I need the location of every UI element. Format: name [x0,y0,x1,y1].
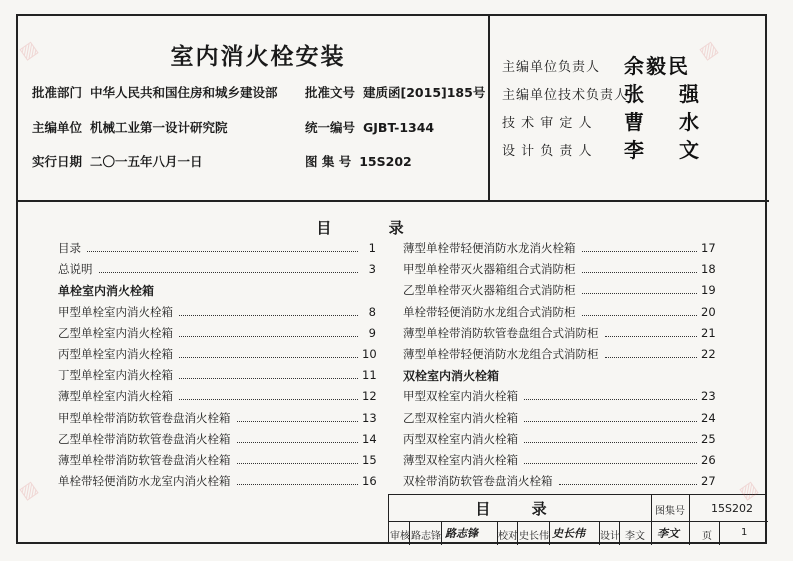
reviewer-name: 路志锋 [411,531,441,542]
toc-entry-name: 乙型单栓带消防软管卷盘消火栓箱 [58,431,231,446]
checker-name: 史长伟 [519,531,549,542]
toc-entry-name: 单栓带轻便消防水龙室内消火栓箱 [58,474,231,489]
toc-entry-name: 乙型单栓带灭火器箱组合式消防柜 [403,283,576,298]
toc-section-heading: 单栓室内消火栓箱 [58,284,155,299]
toc-entry-name: 薄型单栓室内消火栓箱 [58,389,173,404]
toc-entry-name: 甲型双栓室内消火栓箱 [403,389,518,404]
impl-date-row [32,152,203,170]
toc-entry[interactable] [58,325,376,341]
approval-no: 建质函[2015]185号 [363,85,486,100]
toc-entry-name: 薄型单栓带消防软管卷盘消火栓箱 [58,453,231,467]
toc-entry[interactable] [58,388,376,404]
toc-leader-dots [524,421,697,422]
toc-leader-dots [524,442,697,443]
approval-no-row [305,83,485,101]
signature: 余毅民 [624,54,690,78]
toc-entry[interactable] [403,431,715,447]
title-block-rule [651,495,652,545]
toc-entry-page: 8 [368,304,376,319]
watermark: ▨ [15,477,42,504]
toc-entry[interactable] [58,346,376,362]
toc-entry-name: 乙型双栓室内消火栓箱 [403,410,518,425]
atlas-title: 室内消火栓安装 [170,44,346,70]
toc-entry-page: 21 [701,325,716,340]
approval-dept-row [32,83,278,101]
watermark: ▨ [735,477,762,504]
toc-entry-name: 甲型单栓带消防软管卷盘消火栓箱 [58,410,231,425]
signature: 曹 水 [624,110,713,134]
toc-entry-page: 25 [701,431,716,446]
toc-entry[interactable] [58,410,376,426]
toc-leader-dots [237,442,359,443]
title-block-title: 目 录 [475,500,565,518]
toc-entry-page: 9 [368,325,376,340]
toc-entry[interactable] [58,367,376,383]
review-label: 审核 [390,531,410,542]
toc-entry[interactable] [403,282,715,298]
reviewer-signature: 路志锋 [445,527,478,540]
toc-leader-dots [87,251,358,252]
page-number: 1 [741,527,748,538]
toc-entry-page: 19 [701,283,716,298]
unified-no-row [305,118,434,136]
toc-entry[interactable] [58,240,376,256]
toc-entry[interactable] [403,240,715,256]
title-block-rule [441,521,442,545]
toc-entry-name: 甲型单栓室内消火栓箱 [58,304,173,319]
toc-entry-name: 薄型单栓带消防软管卷盘组合式消防柜 [403,325,599,340]
toc-entry[interactable] [403,388,715,404]
atlas-no-label: 图集号 [655,506,685,517]
responsible-row: 主编单位技术负责人 [502,88,629,103]
toc-entry-name: 双栓带消防软管卷盘消火栓箱 [403,474,553,489]
toc-leader-dots [99,272,359,273]
approval-no-label: 批准文号 [305,85,356,100]
toc-leader-dots [524,399,697,400]
editor-unit: 机械工业第一设计研究院 [90,120,228,135]
signature: 李 文 [624,138,713,162]
toc-entry-name: 丁型单栓室内消火栓箱 [58,368,173,383]
toc-leader-dots [605,357,698,358]
toc-entry-name: 薄型单栓带轻便消防水龙消火栓箱 [403,241,576,255]
toc-leader-dots [179,357,358,358]
unified-no-label: 统一编号 [305,120,356,135]
toc-entry-page: 22 [701,347,716,361]
toc-entry[interactable] [58,431,376,447]
toc-leader-dots [524,463,697,464]
toc-leader-dots [179,378,358,379]
toc-entry[interactable] [58,473,376,489]
toc-entry[interactable] [58,261,376,277]
toc-entry-page: 24 [701,410,716,425]
signature: 张 强 [624,82,713,106]
design-label: 设计 [600,531,620,542]
toc-leader-dots [605,336,698,337]
toc-entry-name: 丙型双栓室内消火栓箱 [403,431,518,446]
toc-leader-dots [582,293,698,294]
toc-entry-page: 3 [368,262,376,277]
toc-entry-page: 16 [362,474,377,489]
toc-entry-name: 目录 [58,241,81,255]
toc-leader-dots [582,315,698,316]
header-block [15,16,769,202]
page-label: 页 [702,531,712,542]
toc-entry-page: 23 [701,389,716,404]
toc-entry-name: 丙型单栓室内消火栓箱 [58,347,173,361]
toc-entry[interactable] [58,304,376,320]
impl-date-label: 实行日期 [32,154,83,169]
atlas-no-row [305,152,412,170]
toc-leader-dots [582,272,698,273]
toc-entry-name: 乙型单栓室内消火栓箱 [58,325,173,340]
toc-title: 目 录 [316,219,430,237]
editor-unit-row [32,118,228,136]
editor-unit-label: 主编单位 [32,120,83,135]
designer-name: 李文 [625,531,645,542]
toc-entry-page: 18 [701,262,716,277]
approval-dept: 中华人民共和国住房和城乡建设部 [90,85,278,100]
toc-entry-page: 15 [362,453,377,467]
toc-entry-name: 甲型单栓带灭火器箱组合式消防柜 [403,262,576,277]
approval-dept-label: 批准部门 [32,85,83,100]
toc-section-heading: 双栓室内消火栓箱 [403,369,500,384]
unified-no: GJBT-1344 [363,120,435,135]
toc-entry-page: 14 [362,431,377,446]
title-block-rule [719,521,720,545]
toc-entry[interactable] [403,452,715,468]
toc-entry-page: 12 [362,389,377,404]
title-block-rule [549,521,550,545]
toc-entry-page: 1 [368,241,376,255]
toc-entry-name: 总说明 [58,262,93,277]
toc-entry-page: 26 [701,453,716,467]
toc-entry-page: 13 [362,410,377,425]
toc-entry-name: 单栓带轻便消防水龙组合式消防柜 [403,304,576,319]
toc-entry[interactable] [58,452,376,468]
toc-entry[interactable] [403,346,715,362]
atlas-no: 15S202 [359,154,412,169]
responsible-row: 主编单位负责人 [502,60,601,75]
impl-date: 二〇一五年八月一日 [90,154,203,169]
toc-entry-page: 10 [362,347,377,361]
toc-leader-dots [559,484,698,485]
title-block [388,494,767,544]
responsible-row: 技 术 审 定 人 [502,116,593,131]
checker-signature: 史长伟 [552,527,585,540]
title-block-rule [389,521,768,522]
toc-entry-name: 薄型单栓带轻便消防水龙组合式消防柜 [403,347,599,361]
title-block-rule [689,495,690,545]
toc-leader-dots [582,251,698,252]
drawing-sheet [16,14,767,544]
designer-signature: 李文 [657,527,679,540]
header-divider [488,16,490,201]
toc-entry[interactable] [403,410,715,426]
atlas-no: 15S202 [711,502,753,515]
toc-leader-dots [179,399,358,400]
toc-entry[interactable] [403,473,715,489]
toc-entry-page: 20 [701,304,716,319]
toc-leader-dots [179,336,358,337]
toc-entry-page: 11 [362,368,377,383]
toc-entry-page: 17 [701,241,716,255]
toc-entry-page: 27 [701,474,716,489]
atlas-no-label: 图 集 号 [305,154,352,169]
toc-entry[interactable] [403,304,715,320]
toc-entry-name: 薄型双栓室内消火栓箱 [403,453,518,467]
check-label: 校对 [498,531,518,542]
toc-leader-dots [237,484,359,485]
toc-entry[interactable] [403,261,715,277]
toc-leader-dots [237,463,359,464]
watermark: ▨ [695,37,722,64]
toc-leader-dots [237,421,359,422]
toc-entry[interactable] [403,325,715,341]
responsible-row: 设 计 负 责 人 [502,144,593,159]
toc-leader-dots [179,315,358,316]
watermark: ▨ [15,37,42,64]
